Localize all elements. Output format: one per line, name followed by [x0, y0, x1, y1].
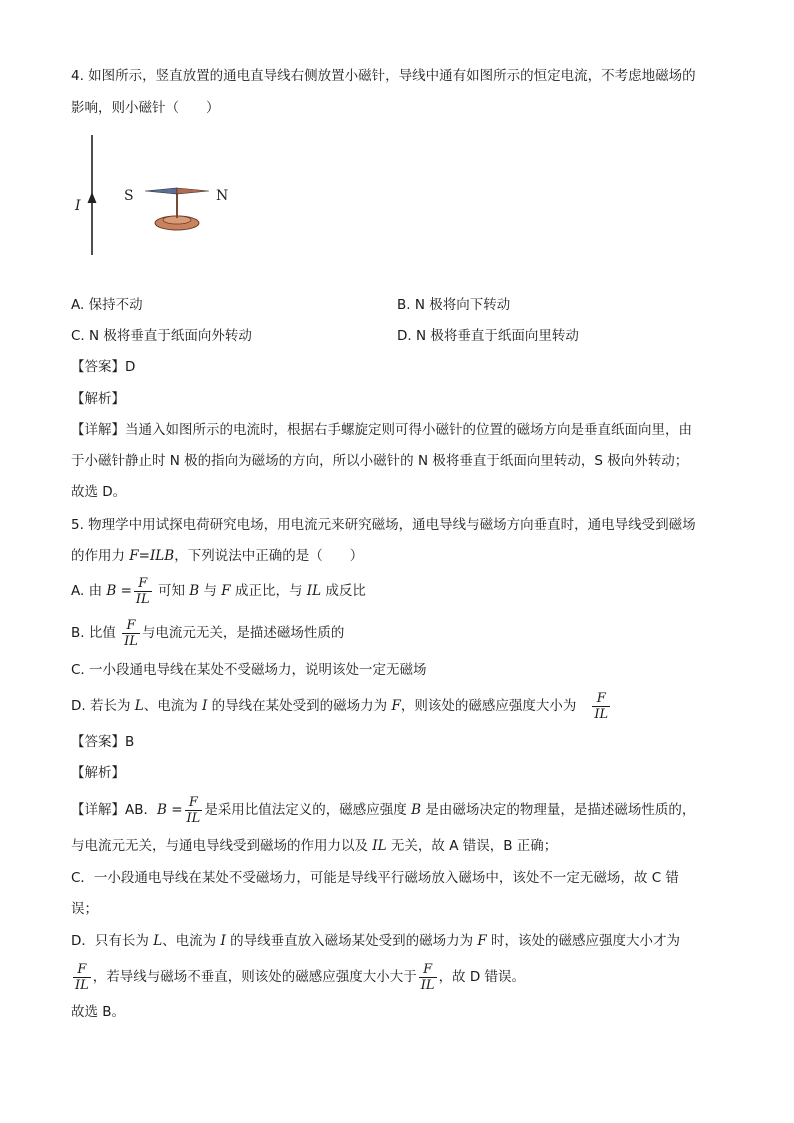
q5-stem-line1: 5. 物理学中用试探电荷研究电场，用电流元来研究磁场，通电导线与磁场方向垂直时，通电导线受到磁场 [71, 517, 696, 533]
q4-detail-line1: 【详解】当通入如图所示的电流时，根据右手螺旋定则可得小磁针的位置的磁场方向是垂直纸面向里，由 [71, 422, 692, 438]
q5-detail-line5: D．只有长为 L、电流为 I 的导线垂直放入磁场某处受到的磁场力为 F 时，该处的磁感应强度大小才为 [71, 933, 681, 949]
q4-figure [66, 130, 246, 260]
q5-option-a: A. 由 B = $\frac{F}{IL}$ 可知 B 与 F 成正比，与 IL 成反比 [71, 575, 366, 607]
fraction-f-over-il: $\frac{F}{IL}$ [75, 961, 89, 993]
q4-analysis-label: 【解析】 [71, 391, 125, 407]
q4-detail-line3: 故选 D。 [71, 484, 127, 500]
q5-detail-line4: 误； [71, 901, 98, 917]
q5-stem-line2: 的作用力 F=ILB，下列说法中正确的是（ ） [71, 548, 364, 564]
q5-analysis-label: 【解析】 [71, 765, 125, 781]
q5-detail-line2: 与电流元无关，与通电导线受到磁场的作用力以及 IL 无关，故 A 错误，B 正确； [71, 838, 558, 854]
q4-stem-line2: 影响，则小磁针（ ） [71, 100, 220, 116]
q4-answer: 【答案】D [71, 359, 136, 375]
q5-detail-line3: C．一小段通电导线在某处不受磁场力，可能是导线平行磁场放入磁场中，该处不一定无磁场，故 C 错 [71, 870, 679, 886]
q4-detail-line2: 于小磁针静止时 N 极的指向为磁场的方向，所以小磁针的 N 极将垂直于纸面向里转动，S 极向外转动； [71, 453, 689, 469]
q5-option-b: B. 比值 $\frac{F}{IL}$ 与电流元无关，是描述磁场性质的 [71, 617, 345, 649]
needle-s-half [145, 188, 177, 194]
n-pole-label: N [216, 188, 229, 204]
q5-option-d: D. 若长为 L、电流为 I 的导线在某处受到的磁场力为 F，则该处的磁感应强度大小为 $\frac{F}{IL}$ [71, 690, 609, 722]
detail-tag: 【详解】 [71, 802, 125, 818]
q5-detail-line1: 【详解】AB．B = $\frac{F}{IL}$ 是采用比值法定义的，磁感应强度 B 是由磁场决定的物理量，是描述磁场性质的， [71, 794, 696, 826]
needle-n-half [177, 188, 209, 194]
fraction-f-over-il: $\frac{F}{IL}$ [420, 961, 435, 993]
force-formula: F=ILB [129, 548, 175, 564]
fraction-f-over-il: $\frac{F}{IL}$ [594, 690, 609, 722]
current-label: I [75, 198, 81, 214]
fraction-f-over-il: $\frac{F}{IL}$ [124, 617, 138, 649]
q4-option-c: C. N 极将垂直于纸面向外转动 [71, 328, 252, 344]
current-arrow [88, 192, 97, 203]
q4-option-d: D. N 极将垂直于纸面向里转动 [397, 328, 579, 344]
q5-detail-line7: 故选 B。 [71, 1004, 126, 1020]
q4-option-b: B. N 极将向下转动 [397, 297, 511, 313]
fraction-f-over-il: $\frac{F}{IL}$ [186, 794, 201, 826]
q5-answer: 【答案】B [71, 734, 135, 750]
q5-detail-line6: $\frac{F}{IL}$ ，若导线与磁场不垂直，则该处的磁感应强度大小大于 $\frac{F}{IL}$ ，故 D 错误。 [75, 961, 526, 993]
q5-option-c: C. 一小段通电导线在某处不受磁场力，说明该处一定无磁场 [71, 662, 427, 678]
detail-tag: 【详解】 [71, 422, 125, 438]
s-pole-label: S [124, 188, 134, 204]
q4-option-a: A. 保持不动 [71, 297, 143, 313]
q4-stem-line1: 4. 如图所示，竖直放置的通电直导线右侧放置小磁针，导线中通有如图所示的恒定电流，不考虑地磁场的 [71, 68, 696, 84]
fraction-f-over-il: $\frac{F}{IL}$ [135, 575, 150, 607]
